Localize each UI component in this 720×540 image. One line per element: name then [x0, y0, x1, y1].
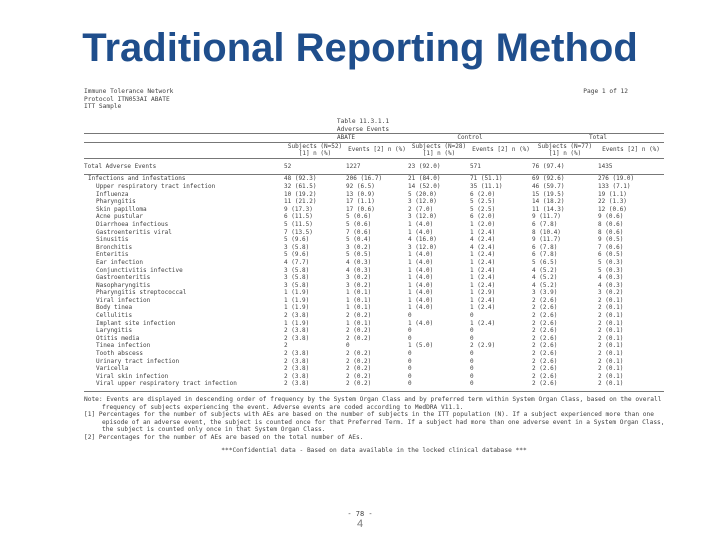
table-row — [84, 335, 664, 343]
table-cell: 0 — [408, 312, 412, 320]
total-label: Total Adverse Events — [84, 158, 284, 175]
table-cell: 1 (2.4) — [470, 304, 496, 312]
table-cell: 9 (0.5) — [598, 236, 624, 244]
subheader-row — [84, 142, 664, 158]
protocol-line: Protocol ITN053AI ABATE — [84, 95, 170, 103]
table-cell: 5 (0.6) — [346, 220, 372, 228]
table-cell: 5 (9.6) — [284, 251, 310, 259]
table-cell: 0 — [470, 372, 474, 380]
table-cell: 10 (19.2) — [284, 190, 317, 198]
table-row — [84, 304, 664, 312]
term-cell: Cellulitis — [96, 312, 133, 320]
table-cell: 1 (4.0) — [408, 289, 434, 297]
column-header: Events [2] n (%) — [348, 146, 406, 154]
table-cell: 5 (0.3) — [598, 258, 624, 266]
term-cell: Gastroenteritis viral — [96, 228, 172, 236]
table-cell: 2 (3.8) — [284, 312, 310, 320]
term-cell: Pharyngitis — [96, 198, 136, 206]
table-row — [84, 358, 664, 366]
term-cell: Ear infection — [96, 258, 143, 266]
term-cell: Tinea infection — [96, 342, 151, 350]
table-row — [84, 267, 664, 275]
table-cell: 17 (1.1) — [346, 198, 375, 206]
table-cell: 5 (0.3) — [598, 266, 624, 274]
table-cell: 2 (0.1) — [598, 357, 624, 365]
term-cell: Varicella — [96, 365, 129, 373]
table-cell: 2 (3.8) — [284, 372, 310, 380]
table-cell: 5 (2.5) — [470, 205, 496, 213]
table-cell: 1 (2.4) — [470, 228, 496, 236]
term-cell: Otitis media — [96, 334, 140, 342]
table-cell: 2 (3.8) — [284, 357, 310, 365]
table-cell: 3 (0.2) — [346, 281, 372, 289]
table-cell: 4 (0.3) — [346, 266, 372, 274]
table-cell: 133 (7.1) — [598, 182, 631, 190]
group-header: Control — [408, 134, 532, 143]
term-cell: Conjunctivitis infective — [96, 266, 183, 274]
term-cell: Pharyngitis streptococcal — [96, 289, 187, 297]
table-cell: 0 — [408, 350, 412, 358]
table-document — [84, 88, 665, 455]
table-cell: 1 (4.0) — [408, 228, 434, 236]
table-cell: 0 — [470, 380, 474, 388]
table-cell: 9 (11.7) — [532, 236, 561, 244]
table-cell: 0 — [408, 365, 412, 373]
table-cell: 4 (0.3) — [346, 258, 372, 266]
table-cell: 1 (4.0) — [408, 258, 434, 266]
term-cell: Body tinea — [96, 304, 133, 312]
table-cell: 1 (2.4) — [470, 251, 496, 259]
table-cell: 1 (0.1) — [346, 319, 372, 327]
table-cell: 4 (2.4) — [470, 236, 496, 244]
table-cell: 11 (14.3) — [532, 205, 565, 213]
table-cell: 3 (5.8) — [284, 274, 310, 282]
table-row — [84, 175, 664, 183]
table-cell: 2 (2.6) — [532, 342, 558, 350]
term-cell: Bronchitis — [96, 243, 133, 251]
table-row — [84, 327, 664, 335]
slide-number: 4 — [356, 518, 364, 530]
table-cell: 15 (19.5) — [532, 190, 565, 198]
table-cell: 1 (2.4) — [470, 319, 496, 327]
table-name: Adverse Events — [336, 125, 390, 133]
table-cell: 2 (3.8) — [284, 327, 310, 335]
table-cell: 2 (2.6) — [532, 357, 558, 365]
table-cell: 2 (0.1) — [598, 350, 624, 358]
table-cell: 0 — [470, 327, 474, 335]
table-row — [84, 213, 664, 221]
table-cell: 2 (2.6) — [532, 350, 558, 358]
table-cell: 71 (51.1) — [470, 175, 503, 183]
table-cell: 2 (0.1) — [598, 342, 624, 350]
table-cell: 6 (0.5) — [598, 251, 624, 259]
table-cell: 5 (9.6) — [284, 236, 310, 244]
document-header — [84, 88, 642, 112]
term-cell: Urinary tract infection — [96, 357, 180, 365]
table-cell: 2 (3.8) — [284, 334, 310, 342]
table-cell: 0 — [470, 350, 474, 358]
table-cell: 7 (13.5) — [284, 228, 313, 236]
table-cell: 1 (4.0) — [408, 274, 434, 282]
table-cell: 13 (0.9) — [346, 190, 375, 198]
table-cell: 12 (0.6) — [598, 205, 627, 213]
table-cell: 6 (7.8) — [532, 251, 558, 259]
table-cell: 2 (0.2) — [346, 350, 372, 358]
table-row — [84, 206, 664, 214]
table-cell: 4 (16.0) — [408, 236, 437, 244]
table-cell: 8 (10.4) — [532, 228, 561, 236]
table-cell: 32 (61.5) — [284, 182, 317, 190]
table-row — [84, 350, 664, 358]
table-cell: 4 (7.7) — [284, 258, 310, 266]
table-cell: 1 (2.4) — [470, 281, 496, 289]
slide-title: Traditional Reporting Method — [82, 26, 638, 70]
table-cell: 2 (0.2) — [346, 380, 372, 388]
table-cell: 2 (2.6) — [532, 365, 558, 373]
table-cell: 1 (5.0) — [408, 342, 434, 350]
table-row — [84, 297, 664, 305]
table-row — [84, 373, 664, 381]
term-cell: Upper respiratory tract infection — [96, 182, 216, 190]
table-cell: 2 (0.2) — [346, 312, 372, 320]
table-cell: 1 (0.1) — [346, 304, 372, 312]
table-cell: 1 (4.0) — [408, 319, 434, 327]
term-cell: Implant site infection — [96, 319, 176, 327]
table-cell: 3 (3.9) — [532, 289, 558, 297]
table-cell: 92 (6.5) — [346, 182, 375, 190]
table-cell: 2 (2.6) — [532, 296, 558, 304]
table-title — [84, 118, 642, 133]
table-cell: 3 (0.2) — [598, 289, 624, 297]
table-cell: 0 — [470, 334, 474, 342]
table-cell: 3 (12.0) — [408, 213, 437, 221]
term-cell: Tooth abscess — [96, 350, 143, 358]
table-cell: 48 (92.3) — [284, 175, 317, 183]
table-cell: 1 (2.9) — [470, 289, 496, 297]
table-cell: 2 (0.2) — [346, 372, 372, 380]
term-cell: Enteritis — [96, 251, 129, 259]
table-cell: 4 (0.3) — [598, 274, 624, 282]
table-cell: 2 (2.6) — [532, 319, 558, 327]
table-row — [84, 236, 664, 244]
table-row — [84, 342, 664, 350]
table-cell: 14 (52.0) — [408, 182, 441, 190]
table-cell: 9 (17.3) — [284, 205, 313, 213]
page-footer: - 78 - — [347, 510, 373, 518]
table-cell: 0 — [408, 327, 412, 335]
table-row — [84, 365, 664, 373]
table-row — [84, 312, 664, 320]
table-cell: 52 — [284, 158, 346, 175]
table-cell: 2 (0.1) — [598, 296, 624, 304]
table-cell: 5 (6.5) — [532, 258, 558, 266]
table-cell: 2 (0.2) — [346, 327, 372, 335]
table-row — [84, 320, 664, 328]
confidential-note: ***Confidential data - Based on data available in the locked clinical database *** — [221, 447, 527, 454]
note-line: [2] Percentages for the number of AEs are based on the total number of AEs. — [84, 433, 364, 441]
table-number: Table 11.3.1.1 — [336, 118, 390, 125]
table-cell: 0 — [408, 380, 412, 388]
term-cell: Sinusitis — [96, 236, 129, 244]
table-cell: 2 (3.8) — [284, 350, 310, 358]
table-cell: 2 (0.2) — [346, 357, 372, 365]
table-cell: 2 (0.1) — [598, 327, 624, 335]
table-cell: 6 (11.5) — [284, 213, 313, 221]
table-row — [84, 380, 664, 388]
table-cell: 2 (0.1) — [598, 334, 624, 342]
notes — [84, 396, 664, 455]
table-cell: 0 — [346, 342, 350, 350]
table-cell: 1 (0.1) — [346, 296, 372, 304]
table-cell: 7 (0.6) — [598, 243, 624, 251]
table-cell: 2 (0.1) — [598, 365, 624, 373]
table-row — [84, 282, 664, 290]
note-line: frequency of subjects experiencing the event. Adverse events are coded according to MedDRA V11.1. — [102, 403, 464, 411]
table-row — [84, 259, 664, 267]
term-cell: Diarrhoea infectious — [96, 220, 169, 228]
table-cell: 0 — [470, 312, 474, 320]
term-cell: Laryngitis — [96, 327, 133, 335]
table-cell: 14 (18.2) — [532, 198, 565, 206]
table-cell: 19 (1.1) — [598, 190, 627, 198]
term-cell: Skin papilloma — [96, 205, 147, 213]
table-cell: 1 (1.9) — [284, 304, 310, 312]
table-cell: 6 (7.8) — [532, 220, 558, 228]
column-header: Subjects (N=52) [1] n (%) — [287, 142, 343, 158]
table-cell: 4 (5.2) — [532, 266, 558, 274]
column-header: Events [2] n (%) — [602, 146, 660, 154]
table-cell: 4 (5.2) — [532, 281, 558, 289]
note-line: episode of an adverse event, the subject is counted once for that Preferred Term. If a subject had more than one adverse event in a System Organ Class, — [102, 418, 665, 426]
table-cell: 1 (4.0) — [408, 266, 434, 274]
table-cell: 0 — [408, 372, 412, 380]
table-cell: 1 (2.4) — [470, 258, 496, 266]
table-cell: 1 (2.0) — [470, 220, 496, 228]
table-cell: 2 (3.8) — [284, 365, 310, 373]
table-bottom-rule — [84, 388, 664, 392]
table-cell: 1 (1.9) — [284, 319, 310, 327]
adverse-events-table — [84, 133, 664, 392]
table-cell: 2 (2.6) — [532, 327, 558, 335]
table-cell: 6 (7.8) — [532, 243, 558, 251]
table-cell: 17 (0.6) — [346, 205, 375, 213]
table-cell: 5 (0.6) — [346, 213, 372, 221]
table-cell: 1 (4.0) — [408, 296, 434, 304]
table-cell: 2 (0.1) — [598, 319, 624, 327]
table-cell: 0 — [408, 357, 412, 365]
table-cell: 6 (2.0) — [470, 190, 496, 198]
term-cell: Acne pustular — [96, 213, 143, 221]
table-cell: 22 (1.3) — [598, 198, 627, 206]
table-cell: 2 (2.9) — [470, 342, 496, 350]
table-cell: 5 (2.5) — [470, 198, 496, 206]
table-cell: 2 (2.6) — [532, 372, 558, 380]
table-cell: 1 (4.0) — [408, 281, 434, 289]
table-cell: 69 (92.6) — [532, 175, 565, 183]
table-cell: 76 (97.4) — [532, 158, 598, 175]
table-cell: 5 (11.5) — [284, 220, 313, 228]
table-cell: 3 (5.8) — [284, 281, 310, 289]
group-header: Total — [532, 134, 664, 143]
column-header: Events [2] n (%) — [472, 146, 530, 154]
table-cell: 2 (0.1) — [598, 312, 624, 320]
table-cell: 3 (5.8) — [284, 243, 310, 251]
table-cell: 2 (0.1) — [598, 380, 624, 388]
table-cell: 1 (1.9) — [284, 296, 310, 304]
table-cell: 9 (0.6) — [598, 213, 624, 221]
table-cell: 46 (59.7) — [532, 182, 565, 190]
table-cell: 276 (19.0) — [598, 175, 635, 183]
table-cell: 1 (4.0) — [408, 304, 434, 312]
table-cell: 2 (2.6) — [532, 312, 558, 320]
org-name: Immune Tolerance Network — [84, 88, 174, 95]
table-cell: 2 (0.2) — [346, 334, 372, 342]
table-cell: 21 (84.0) — [408, 175, 441, 183]
table-cell: 11 (21.2) — [284, 198, 317, 206]
group-header-row — [84, 134, 664, 143]
table-cell: 2 (0.1) — [598, 372, 624, 380]
table-cell: 2 (0.2) — [346, 365, 372, 373]
term-cell: Viral skin infection — [96, 372, 169, 380]
table-cell: 7 (0.6) — [346, 228, 372, 236]
table-row — [84, 198, 664, 206]
table-cell: 3 (0.2) — [346, 243, 372, 251]
table-cell: 2 (2.6) — [532, 380, 558, 388]
table-cell: 5 (0.5) — [346, 251, 372, 259]
table-cell: 2 — [284, 342, 288, 350]
table-cell: 571 — [470, 158, 532, 175]
table-cell: 1 (0.1) — [346, 289, 372, 297]
table-cell: 0 — [408, 334, 412, 342]
table-cell: 35 (11.1) — [470, 182, 503, 190]
table-cell: 2 (2.6) — [532, 304, 558, 312]
table-cell: 1 (4.0) — [408, 220, 434, 228]
table-cell: 5 (0.4) — [346, 236, 372, 244]
table-row — [84, 244, 664, 252]
table-cell: 2 (0.1) — [598, 304, 624, 312]
table-cell: 1227 — [346, 158, 408, 175]
table-row — [84, 274, 664, 282]
table-cell: 3 (12.0) — [408, 243, 437, 251]
table-row — [84, 251, 664, 259]
table-cell: 1 (2.4) — [470, 266, 496, 274]
table-row — [84, 191, 664, 199]
note-line: Note: Events are displayed in descending order of frequency by the System Organ Class and by preferred term within System Organ Class, based on the overall — [84, 396, 662, 403]
table-cell: 9 (11.7) — [532, 213, 561, 221]
table-cell: 8 (0.6) — [598, 220, 624, 228]
group-header: ABATE — [284, 134, 408, 143]
table-row — [84, 229, 664, 237]
term-cell: Viral infection — [96, 296, 151, 304]
note-line: the subject is counted only once in that System Organ Class. — [102, 426, 326, 433]
table-cell: 1 (1.9) — [284, 289, 310, 297]
table-row — [84, 183, 664, 191]
population-line: ITT Sample — [84, 103, 122, 110]
table-cell: 0 — [470, 365, 474, 373]
table-cell: 6 (2.0) — [470, 213, 496, 221]
table-cell: 3 (5.8) — [284, 266, 310, 274]
column-header: Subjects (N=77) [1] n (%) — [537, 142, 593, 158]
term-cell: Nasopharyngitis — [96, 281, 151, 289]
table-cell: 4 (0.3) — [598, 281, 624, 289]
table-cell: 1 (2.4) — [470, 274, 496, 282]
table-cell: 3 (0.2) — [346, 274, 372, 282]
total-row — [84, 158, 664, 175]
column-header: Subjects (N=28) [1] n (%) — [411, 142, 467, 158]
table-cell: 23 (92.0) — [408, 158, 470, 175]
table-cell: 2 (7.0) — [408, 205, 434, 213]
table-cell: 1 (4.0) — [408, 251, 434, 259]
table-row — [84, 221, 664, 229]
table-cell: 1435 — [598, 158, 664, 175]
table-row — [84, 289, 664, 297]
term-cell: Infections and infestations — [88, 175, 186, 183]
table-cell: 4 (2.4) — [470, 243, 496, 251]
table-cell: 3 (12.0) — [408, 198, 437, 206]
table-cell: 0 — [470, 357, 474, 365]
term-cell: Influenza — [96, 190, 129, 198]
note-line: [1] Percentages for the number of subjects with AEs are based on the number of subjects in the ITT population (N). If a subject experienced more than one — [84, 411, 654, 418]
table-cell: 206 (16.7) — [346, 175, 383, 183]
table-cell: 2 (2.6) — [532, 334, 558, 342]
table-cell: 5 (20.0) — [408, 190, 437, 198]
table-cell: 2 (3.8) — [284, 380, 310, 388]
table-cell: 1 (2.4) — [470, 296, 496, 304]
table-cell: 8 (0.6) — [598, 228, 624, 236]
term-cell: Gastroenteritis — [96, 274, 151, 282]
table-cell: 4 (5.2) — [532, 274, 558, 282]
term-cell: Viral upper respiratory tract infection — [96, 380, 237, 388]
page-indicator: Page 1 of 12 — [583, 88, 628, 95]
